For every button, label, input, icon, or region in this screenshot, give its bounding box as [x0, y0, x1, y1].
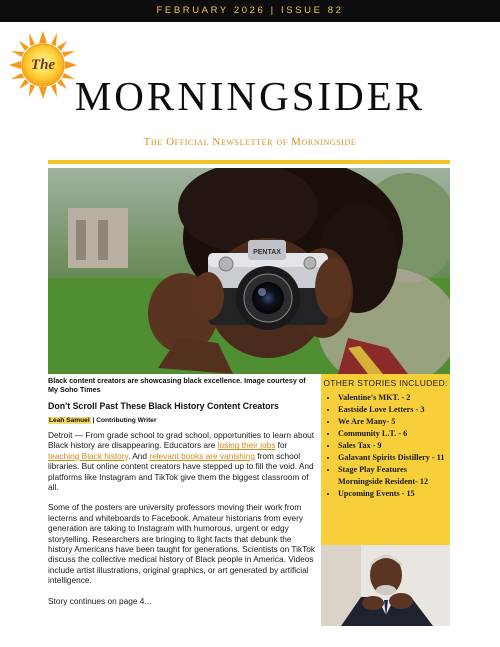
story-item: • Stage Play Features Morningside Resident- 12: [338, 464, 450, 488]
story-item: • Valentine's MKT. - 2: [338, 392, 450, 404]
article-body: [48, 430, 316, 616]
link-losing-their-jobs[interactable]: losing their jobs: [217, 440, 276, 451]
hero-photo: [48, 168, 450, 374]
story-item: • Sales Tax - 9: [338, 440, 450, 452]
story-item: • Eastside Love Letters - 3: [338, 404, 450, 416]
article-headline: Don't Scroll Past These Black History Content Creators: [48, 401, 279, 411]
article-byline: [48, 417, 157, 424]
link-relevant-books-vanishing[interactable]: relevant books are vanishing: [149, 450, 255, 461]
other-stories-panel: [321, 374, 450, 545]
story-item: • Upcoming Events - 15: [338, 488, 450, 500]
hero-caption: Black content creators are showcasing black excellence. Image courtesy of My Soho Times: [48, 376, 306, 394]
issue-bar: FEBRUARY 2026 | ISSUE 82: [0, 0, 500, 22]
story-item: • Galavant Spirits Distillery - 11: [338, 452, 450, 464]
other-stories-title: OTHER STORIES INCLUDED:: [323, 378, 448, 388]
story-item: • Community L.T. - 6: [338, 428, 450, 440]
article-paragraph-1: [48, 430, 316, 492]
paragraph-text: for: [275, 440, 288, 451]
other-stories-list: [321, 392, 450, 500]
title-divider: [48, 160, 450, 164]
article-author-role: | Contributing Writer: [92, 417, 157, 424]
link-teaching-black-history[interactable]: teaching Black history: [48, 450, 129, 461]
newsletter-tagline: The Official Newsletter of Morningside: [143, 136, 357, 148]
portrait-photo: [321, 545, 450, 626]
camera-brand: PENTAX: [253, 249, 281, 256]
article-continuation: Story continues on page 4...: [48, 595, 152, 606]
paragraph-text: . And: [128, 450, 150, 461]
article-paragraph-2: Some of the posters are university professors moving their work from lecterns and whiteboards to Facebook. Amateur historians from every generation are taking to Instagram with humorous, urgent or edgy storytelling. Researchers are bringing to light facts that debunk the history Americans have been taught for generations. Scientists on TikTok discuss the collective medical history of Black people in America. Videos include artist illustrations, original graphics, or art generated by artificial intelligence.: [48, 502, 316, 586]
paragraph-text: from school libraries. But online content creators have stepped up to fill the void. And platforms like Instagram and TikTok give them the biggest classroom of all.: [48, 450, 314, 493]
paragraph-text: Detroit — From grade school to grad school, opportunities to learn about Black history are disappearing. Educators are: [48, 430, 315, 451]
newsletter-title: MORNINGSIDER: [74, 73, 426, 119]
story-item: • We Are Many- 5: [338, 416, 450, 428]
sun-logo-text: The: [30, 57, 56, 73]
article-author: Leah Samuel: [49, 417, 90, 424]
